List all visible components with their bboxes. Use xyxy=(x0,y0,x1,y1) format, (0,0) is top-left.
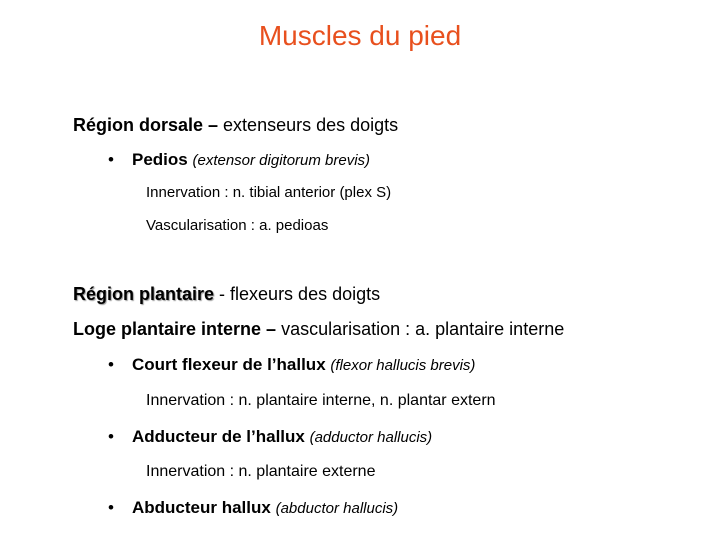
vascularisation-text: Vascularisation : a. pedioas xyxy=(146,217,329,234)
muscle-item-pedios xyxy=(108,150,370,170)
plantar-separator: - xyxy=(214,284,231,304)
innervation-text: Innervation : n. plantaire externe xyxy=(146,463,376,480)
loge-heading-label: Loge plantaire interne xyxy=(73,319,262,339)
dorsal-heading-label: Région dorsale xyxy=(73,115,204,135)
bullet-icon: • xyxy=(108,355,114,374)
plantar-region-heading xyxy=(73,284,380,305)
muscle-item-adducteur xyxy=(108,427,432,447)
muscle-latin-name: (abductor hallucis) xyxy=(275,500,399,517)
muscle-latin-name: (flexor hallucis brevis) xyxy=(330,357,476,374)
muscle-name: Pedios xyxy=(132,150,188,169)
loge-description: vascularisation : a. plantaire interne xyxy=(281,319,565,339)
muscle-latin-name: (adductor hallucis) xyxy=(309,429,433,446)
muscle-name: Adducteur de l’hallux xyxy=(132,427,305,446)
bullet-icon: • xyxy=(108,498,114,517)
loge-plantaire-interne-heading xyxy=(73,319,564,340)
innervation-text: Innervation : n. tibial anterior (plex S) xyxy=(146,184,392,201)
dorsal-description: extenseurs des doigts xyxy=(223,115,399,135)
dorsal-separator: – xyxy=(203,115,224,135)
plantar-heading-label: Région plantaire xyxy=(73,284,215,304)
bullet-icon: • xyxy=(108,150,114,169)
muscle-latin-name: (extensor digitorum brevis) xyxy=(192,152,371,169)
loge-separator: – xyxy=(261,319,282,339)
slide-title: Muscles du pied xyxy=(258,20,462,51)
muscle-item-court-flexeur xyxy=(108,355,475,375)
muscle-name: Court flexeur de l’hallux xyxy=(132,355,326,374)
dorsal-region-heading xyxy=(73,115,398,136)
muscle-name: Abducteur hallux xyxy=(132,498,271,517)
bullet-icon: • xyxy=(108,427,114,446)
innervation-text: Innervation : n. plantaire interne, n. plantar extern xyxy=(146,392,496,409)
plantar-description: flexeurs des doigts xyxy=(230,284,381,304)
muscle-item-abducteur xyxy=(108,498,398,518)
